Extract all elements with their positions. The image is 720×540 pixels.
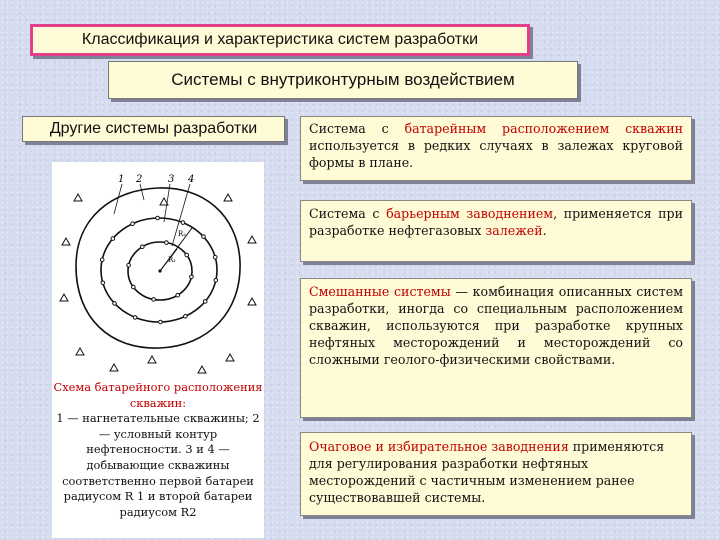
production-well-icon xyxy=(156,216,160,220)
leader-2 xyxy=(140,184,144,200)
slide-title: Классификация и характеристика систем разработки xyxy=(81,31,479,48)
injection-well-icon xyxy=(148,356,156,363)
radius-r2 xyxy=(160,228,192,271)
production-well-icon xyxy=(184,315,188,319)
production-well-icon xyxy=(101,281,105,285)
production-well-icon xyxy=(214,279,218,283)
production-well-icon xyxy=(131,222,135,226)
center-point xyxy=(158,269,161,272)
scheme-label-2: 2 xyxy=(136,174,143,185)
battery-text-1: Система с xyxy=(309,121,405,136)
barrier-highlight: барьерным заводнением xyxy=(386,206,554,221)
slide-title-box xyxy=(30,24,530,56)
injection-well-icon xyxy=(62,238,70,245)
production-well-icon xyxy=(181,221,185,225)
battery-scheme-diagram xyxy=(52,162,264,377)
production-well-icon xyxy=(213,255,217,259)
focal-text: применяются для регулирования разработки нефтяных месторождений с частичным изменением ранее существовавшей системы. xyxy=(309,439,665,505)
production-well-icon xyxy=(100,258,104,262)
other-systems-heading-box xyxy=(22,116,285,142)
scheme-label-r1: R₁ xyxy=(168,256,177,264)
battery-system-description xyxy=(300,116,692,181)
scheme-caption-title: Схема батарейного расположения скважин: xyxy=(53,380,263,410)
production-well-icon xyxy=(176,293,180,297)
production-well-icon xyxy=(132,285,136,289)
barrier-text-2: , применяется при разработке нефтегазовых xyxy=(309,206,683,238)
mixed-text: — комбинация описанных систем разработки, иногда со специальным расположением скважин, используются при разработке крупных нефтяных месторождений и месторождений со сложными геолого-физическими свойствами. xyxy=(309,284,684,367)
production-well-icon xyxy=(202,235,206,239)
mixed-highlight: Смешанные системы xyxy=(309,284,451,299)
scheme-caption-body: 1 — нагнетательные скважины; 2 — условный контур нефтеносности. 3 и 4 — добывающие скважины соответственно первой батареи радиусом R 1 и второй батареи радиусом R2 xyxy=(56,411,260,519)
scheme-label-4: 4 xyxy=(188,174,195,185)
production-well-icon xyxy=(165,241,169,245)
injection-well-icon xyxy=(224,194,232,201)
other-systems-heading: Другие системы разработки xyxy=(49,120,258,137)
production-well-icon xyxy=(159,320,163,324)
production-well-icon xyxy=(127,263,131,267)
production-well-icon xyxy=(133,316,137,320)
focal-highlight: Очаговое и избирательное заводнения xyxy=(309,439,569,454)
injection-well-icon xyxy=(226,354,234,361)
production-well-icon xyxy=(152,298,156,302)
production-well-icon xyxy=(203,300,207,304)
injection-well-icon xyxy=(248,236,256,243)
production-well-icon xyxy=(185,253,189,257)
scheme-label-r2: R₂ xyxy=(178,230,187,238)
barrier-highlight-2: залежей xyxy=(485,223,543,238)
barrier-flooding-description xyxy=(300,200,692,262)
barrier-text-1: Система с xyxy=(309,206,387,221)
injection-well-icon xyxy=(60,294,68,301)
injection-well-icon xyxy=(76,348,84,355)
injection-well-icon xyxy=(248,298,256,305)
barrier-text-3: . xyxy=(542,223,547,238)
focal-flooding-description xyxy=(300,432,692,516)
mixed-systems-description xyxy=(300,278,692,418)
section-heading-box xyxy=(108,61,578,99)
injection-well-icon xyxy=(198,366,206,373)
scheme-label-1: 1 xyxy=(118,174,125,185)
battery-text-2: используется в редких случаях в залежах круговой формы в плане. xyxy=(309,138,683,170)
scheme-label-3: 3 xyxy=(168,174,175,185)
scheme-caption xyxy=(52,380,264,520)
production-well-icon xyxy=(141,245,145,249)
production-well-icon xyxy=(113,302,117,306)
battery-highlight: батарейным расположением скважин xyxy=(404,121,683,136)
production-well-icon xyxy=(111,237,115,241)
production-well-icon xyxy=(190,275,194,279)
section-heading: Системы с внутриконтурным воздействием xyxy=(171,70,515,89)
injection-well-icon xyxy=(74,194,82,201)
injection-well-icon xyxy=(110,364,118,371)
